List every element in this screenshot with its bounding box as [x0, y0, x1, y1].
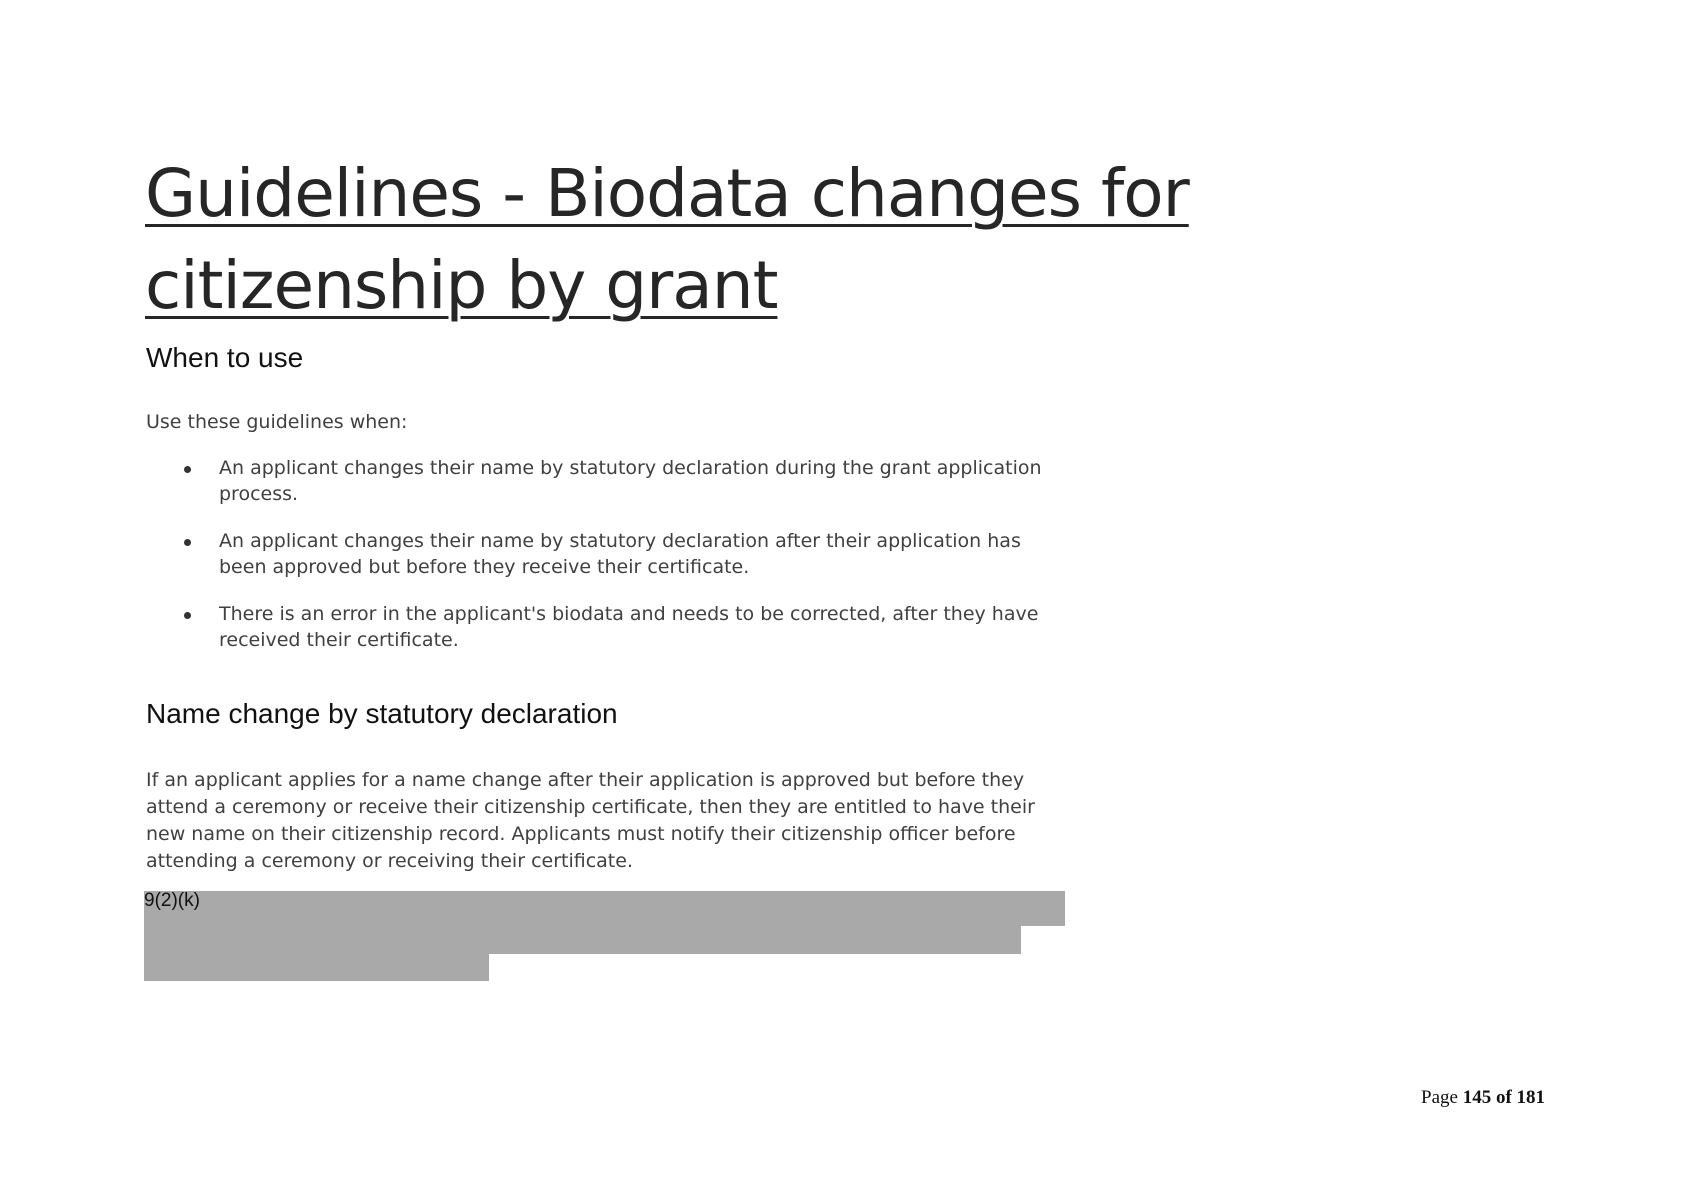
name-change-paragraph: If an applicant applies for a name change after their application is approved but before they attend a ceremony or receive their citizenship certificate, then they are entitled to have their new name on their citizenship record. Applicants must notify their citizenship officer before attending a ceremony or receiving their certificate.	[146, 769, 1035, 872]
redaction-block	[144, 954, 489, 981]
list-item	[146, 601, 1066, 653]
section-heading-name-change: Name change by statutory declaration	[146, 698, 618, 729]
current-page: 145	[1462, 1087, 1492, 1108]
page-title: Guidelines - Biodata changes for citizenship by grant	[145, 155, 1189, 324]
page-number	[1421, 1086, 1545, 1110]
list-item	[146, 528, 1066, 580]
section-heading-when-to-use: When to use	[146, 342, 304, 373]
total-pages: 181	[1516, 1087, 1546, 1108]
bullet-icon	[184, 539, 191, 546]
page-word: Page	[1421, 1087, 1458, 1108]
list-item	[146, 455, 1066, 507]
redaction-block	[144, 926, 1021, 954]
bullet-icon	[184, 466, 191, 473]
bullet-icon	[184, 612, 191, 619]
of-word: of	[1495, 1087, 1512, 1108]
usage-bullet-list	[146, 455, 1066, 674]
intro-text: Use these guidelines when:	[146, 411, 408, 433]
list-item-text: An applicant changes their name by statutory declaration after their application has been approved but before they receive their certificate.	[219, 530, 1021, 578]
redaction-label: 9(2)(k)	[144, 890, 200, 911]
list-item-text: An applicant changes their name by statutory declaration during the grant application process.	[219, 457, 1042, 505]
redaction-block	[144, 891, 1065, 926]
list-item-text: There is an error in the applicant's biodata and needs to be corrected, after they have received their certificate.	[219, 603, 1039, 651]
